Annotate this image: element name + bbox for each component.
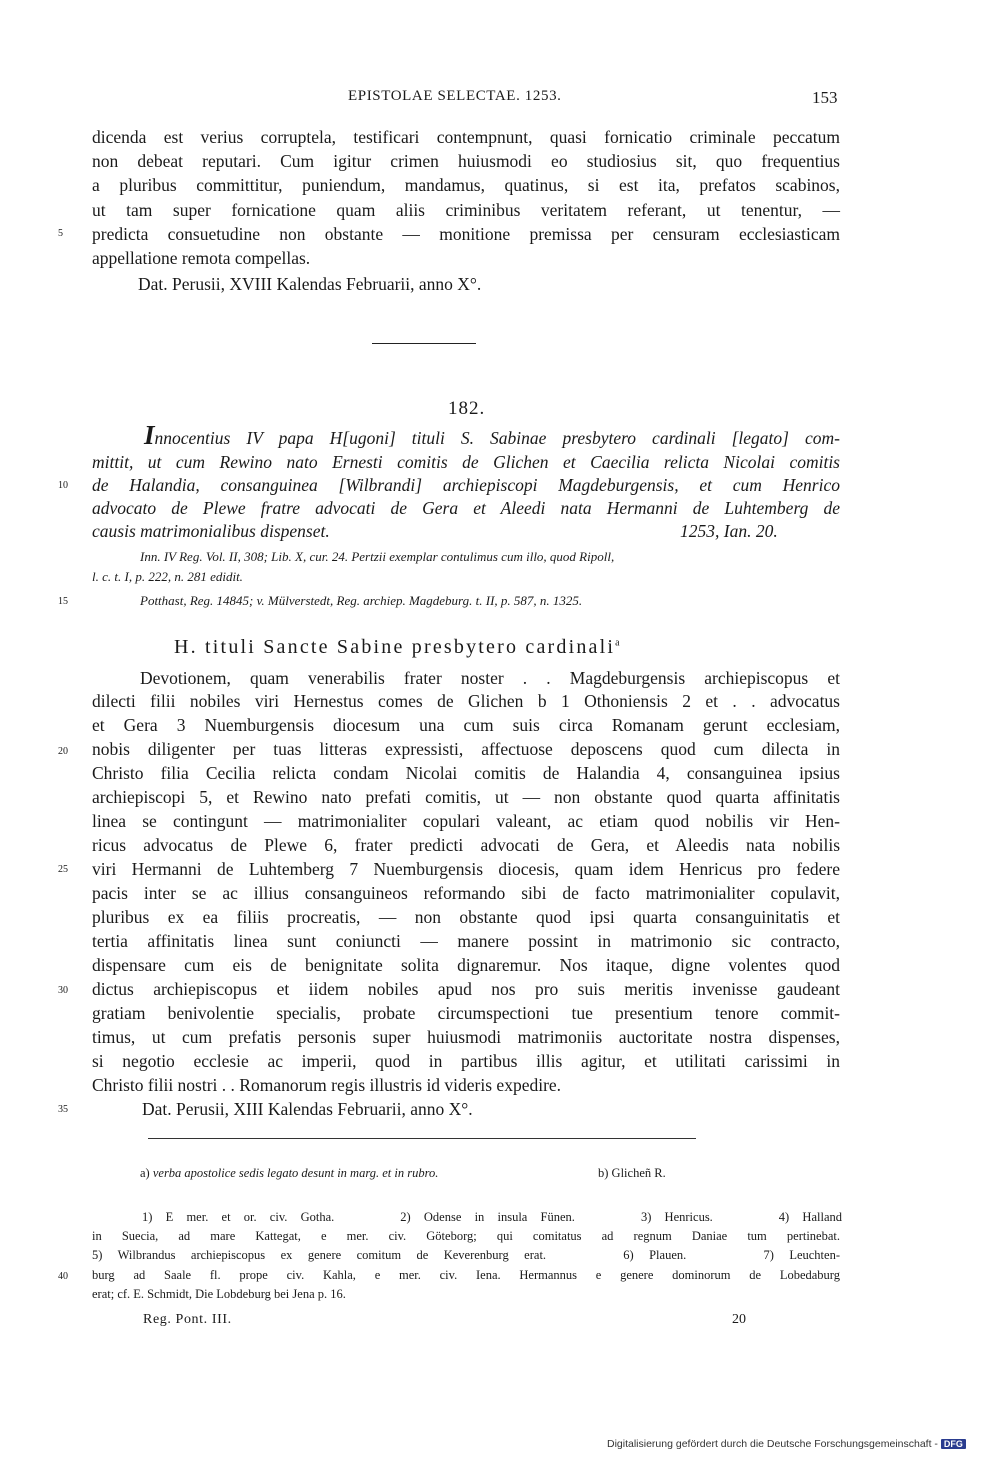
body-line: et Gera 3 Nuemburgensis diocesum una cum suis circa Romanam gerunt ecclesiam, xyxy=(92,715,840,735)
dfg-logo-icon: DFG xyxy=(941,1439,966,1449)
footnote-line: 5) Wilbrandus archiepiscopus ex genere comitum de Keverenburg erat. 6) Plauen. 7) Leuchten- xyxy=(92,1248,840,1262)
source-line: Potthast, Reg. 14845; v. Mülverstedt, Reg. archiep. Magdeburg. t. II, p. 587, n. 1325. xyxy=(140,593,583,608)
line-number: 25 xyxy=(58,864,68,875)
regest-date: 1253, Ian. 20. xyxy=(680,521,778,541)
regest-line: causis matrimonialibus dispenset. xyxy=(92,521,330,541)
footnote-line: burg ad Saale fl. prope civ. Kahla, e mer. civ. Iena. Hermannus e genere dominorum de Lobedaburg xyxy=(92,1268,840,1282)
body-line: Devotionem, quam venerabilis frater noster . . Magdeburgensis archiepiscopus et xyxy=(140,668,840,688)
regest-line xyxy=(92,420,840,450)
dating-clause: Dat. Perusii, XIII Kalendas Februarii, anno X°. xyxy=(142,1099,473,1119)
body-line: dilecti filii nobiles viri Hernestus comes de Glichen b 1 Othoniensis 2 et . . advocatus xyxy=(92,691,840,711)
body-line: linea se contingunt — matrimonialiter copulari valeant, ac etiam quod nobilis vir Hen- xyxy=(92,811,840,831)
line-number: 5 xyxy=(58,228,63,239)
regest-line: advocato de Plewe fratre advocati de Gera et Aleedi nata Hermanni de Luhtemberg de xyxy=(92,498,840,518)
text-line: a pluribus committitur, puniendum, mandamus, quatinus, si est ita, prefatos scabinos, xyxy=(92,175,840,195)
regest-text: nnocentius IV papa H[ugoni] tituli S. Sabinae presbytero cardinali [legato] com- xyxy=(154,428,840,448)
body-line: si negotio ecclesie ac imperii, quod in partibus illis agitur, et utilitati carissimi in xyxy=(92,1051,840,1071)
dating-clause: Dat. Perusii, XVIII Kalendas Februarii, anno X°. xyxy=(138,274,482,294)
regest-line: mittit, ut cum Rewino nato Ernesti comitis de Glichen et Caecilia relicta Nicolai comitis xyxy=(92,452,840,472)
source-line: l. c. t. I, p. 222, n. 281 edidit. xyxy=(92,569,243,584)
regest-line: de Halandia, consanguinea [Wilbrandi] archiepiscopi Magdeburgensis, et cum Henrico xyxy=(92,475,840,495)
text-line: ut tam super fornicatione quam aliis criminibus veritatem referant, ut tenentur, — xyxy=(92,200,840,220)
address-heading: H. tituli Sancte Sabine presbytero cardinali$^a$ xyxy=(174,636,620,658)
line-number: 20 xyxy=(58,746,68,757)
letter-number: 182. xyxy=(448,398,486,419)
footnote-line: erat; cf. E. Schmidt, Die Lobdeburg bei Jena p. 16. xyxy=(92,1287,346,1301)
text-note: b) Glicheñ R. xyxy=(598,1166,666,1180)
line-number: 35 xyxy=(58,1104,68,1115)
initial-letter: I xyxy=(144,420,155,450)
body-line: nobis diligenter per tuas litteras expressisti, affectuose deposcens quod cum dilecta in xyxy=(92,739,840,759)
body-line: gratiam benivolentie specialis, probate circumspectioni tue presentium tenore commit- xyxy=(92,1003,840,1023)
line-number: 15 xyxy=(58,596,68,607)
footnote-line: 1) E mer. et or. civ. Gotha. 2) Odense in insula Fünen. 3) Henricus. 4) Halland xyxy=(142,1210,842,1224)
text-note: a) verba apostolice sedis legato desunt in marg. et in rubro. xyxy=(140,1166,439,1180)
page-number: 153 xyxy=(812,88,838,107)
body-line: timus, ut cum prefatis personis super huiusmodi matrimoniis auctoritate nostra dispenses, xyxy=(92,1027,840,1047)
text-line: appellatione remota compellas. xyxy=(92,248,311,268)
body-line: Christo filii nostri . . Romanorum regis illustris id videris expedire. xyxy=(92,1075,562,1095)
line-number: 10 xyxy=(58,480,68,491)
body-line: dispensare cum eis de benignitate solita dignaremur. Nos itaque, digne volentes quod xyxy=(92,955,840,975)
source-line: Inn. IV Reg. Vol. II, 308; Lib. X, cur. 24. Pertzii exemplar contulimus cum illo, quod Ripoll, xyxy=(140,549,615,564)
digitization-credit: Digitalisierung gefördert durch die Deutsche Forschungsgemeinschaft - DFG xyxy=(607,1438,966,1450)
signature-mark: Reg. Pont. III. xyxy=(143,1312,232,1327)
running-header: EPISTOLAE SELECTAE. 1253. xyxy=(348,88,562,104)
body-line: Christo filia Cecilia relicta condam Nicolai comitis de Halandia 4, consanguinea ipsius xyxy=(92,763,840,783)
body-line: pacis inter se ac illius consanguineos reformando sibi de facto matrimonialiter copulavit, xyxy=(92,883,840,903)
separator-rule xyxy=(372,343,476,344)
body-line: archiepiscopi 5, et Rewino nato prefati comitis, ut — non obstante quod quarta affinitatis xyxy=(92,787,840,807)
body-line: dictus archiepiscopus et iidem nobiles apud nos pro suis meritis invenisse gaudeant xyxy=(92,979,840,999)
body-line: ricus advocatus de Plewe 6, frater predicti advocati de Gera, et Aleedis nata nobilis xyxy=(92,835,840,855)
footnote-rule xyxy=(148,1138,696,1139)
body-line: tertia affinitatis linea sunt coniuncti — manere possint in matrimonio sic contracto, xyxy=(92,931,840,951)
line-number: 40 xyxy=(58,1271,68,1282)
text-line: predicta consuetudine non obstante — monitione premissa per censuram ecclesiasticam xyxy=(92,224,840,244)
line-number: 30 xyxy=(58,985,68,996)
text-line: non debeat reputari. Cum igitur crimen huiusmodi eo studiosius sit, quo frequentius xyxy=(92,151,840,171)
sheet-number: 20 xyxy=(732,1312,746,1327)
body-line: viri Hermanni de Luhtemberg 7 Nuemburgensis diocesis, quam idem Henricus pro federe xyxy=(92,859,840,879)
text-line: dicenda est verius corruptela, testificari contempnunt, quasi fornicatio criminale peccatum xyxy=(92,127,840,147)
footnote-line: in Suecia, ad mare Kattegat, e mer. civ. Göteborg; qui comitatus ad regnum Daniae tum pertinebat. xyxy=(92,1229,840,1243)
body-line: pluribus ex ea filiis procreatis, — non obstante quod ipsi quarta consanguinitatis et xyxy=(92,907,840,927)
